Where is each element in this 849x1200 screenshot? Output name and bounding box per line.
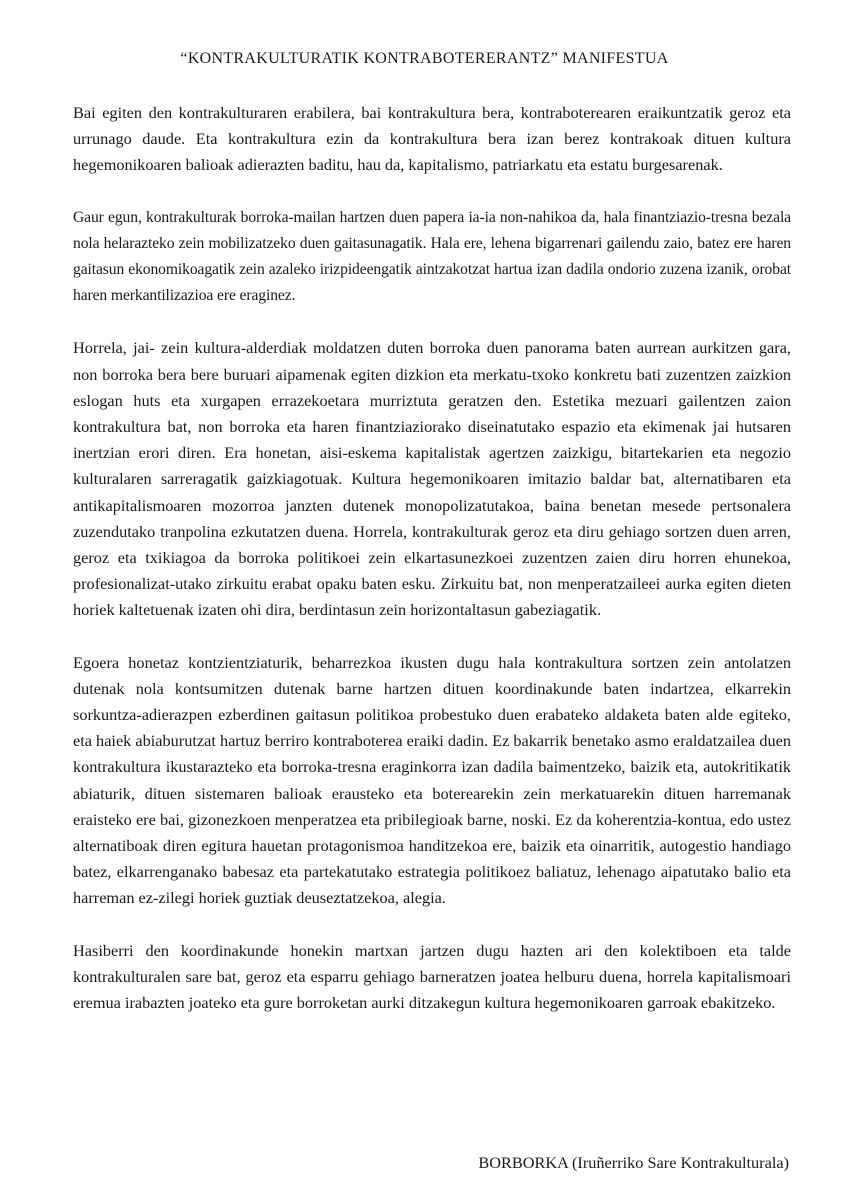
document-title: “KONTRAKULTURATIK KONTRABOTERERANTZ” MANIFESTUA	[180, 50, 669, 67]
paragraph-2: Gaur egun, kontrakulturak borroka-mailan hartzen duen papera ia-ia non-nahikoa da, hala finantziazio-tresna bezala nola helarazteko zein mobilizatzeko duen gaitasunagatik. Hala ere, lehena bigarrenari gailendu zaio, batez ere haren gaitasun ekonomikoagatik zein azaleko irizpideengatik aintzakotzat hartua izan dadila ondorio zuzena izanik, orobat haren merkantilizazioa ere eraginez.	[73, 208, 791, 305]
paragraph-4: Egoera honetaz kontzientziaturik, beharrezkoa ikusten dugu hala kontrakultura sortzen zein antolatzen dutenak nola kontsumitzen dutenak barne hartzen dituen koordinakunde baten indartzea, elkarrekin sorkuntza-adierazpen ezberdinen gaitasun politikoa probestuko duen erabateko aldaketa baten alde egiteko, eta haiek abiaburutzat hartuz berriro kontraboterea eraiki dadin. Ez bakarrik benetako asmo eraldatzailea duen kontrakultura ikustarazteko eta borroka-tresna eraginkorra izan dadila baimentzeko, baizik eta, autokritikatik abiaturik, dituen sistemaren balioak erausteko eta boterearekin zein merkatuarekin dituen harremanak eraisteko ere bai, gizonezkoen menperatzea eta pribilegioak barne, noski. Ez da koherentzia-kontua, edo ustez alternatiboak diren egitura hauetan protagonismoa handitzekoa ere, baizik eta oinarritik, autogestio handiago batez, elkarrenganako babesaz eta partekatutako estrategia politikoez baliatuz, lehenago aipatutako balio eta harreman ez-zilegi horiek guztiak deuseztatzekoa, alegia.	[73, 652, 791, 908]
paragraph-1: Bai egiten den kontrakulturaren erabilera, bai kontrakultura bera, kontraboterearen eraikuntzatik geroz eta urrunago daude. Eta kontrakultura ezin da kontrakultura bera izan berez kontrakoak dituen kultura hegemonikoaren balioak adierazten baditu, hau da, kapitalismo, patriarkatu eta estatu burgesarenak.	[73, 103, 791, 175]
paragraph-5: Hasiberri den koordinakunde honekin martxan jartzen dugu hazten ari den kolektiboen eta talde kontrakulturalen sare bat, geroz eta esparru gehiago barneratzen joatea helburu duena, horrela kapitalismoari eremua irabazten joateko eta gure borroketan aurki ditzakegun kultura hegemonikoaren garroak ebakitzeko.	[73, 940, 791, 1013]
paragraph-3: Horrela, jai- zein kultura-alderdiak moldatzen duten borroka duen panorama baten aurrean aurkitzen gara, non borroka bera bere buruari aipamenak egiten dizkion eta merkatu-txoko konkretu bati zuzentzen zaizkion eslogan huts eta xurgapen errazekoetara murriztuta geratzen den. Estetika mezuari gailentzen zaion kontrakultura bat, non borroka eta haren finantziaziorako diseinatutako espazio eta ekimenak jai hutsaren inertzian erori diren. Era honetan, aisi-eskema kapitalistak agertzen zaizkigu, bitartekarien eta negozio kulturalaren sarreragatik gaizkiagotuak. Kultura hegemonikoaren imitazio baldar bat, alternatibaren eta antikapitalismoaren mozorroa janzten dutenek monopolizatutakoa, baina benetan mesede pertsonalera zuzendutako tranpolina ezkutatzen duena. Horrela, kontrakulturak geroz eta diru gehiago sortzen duen arren, geroz eta txikiagoa da borroka politikoei zein elkartasunezkoei zuzentzen zaien diru horren ehunekoa, profesionalizat-utako zirkuitu erabat opaku baten esku. Zirkuitu bat, non menperatzaileei aurka egiten dieten horiek kaltetuenak izaten ohi dira, berdintasun zein horizontaltasun gabeziagatik.	[73, 338, 791, 620]
document-body	[73, 100, 791, 1016]
signature: BORBORKA (Iruñerriko Sare Kontrakulturala)	[478, 1153, 789, 1172]
